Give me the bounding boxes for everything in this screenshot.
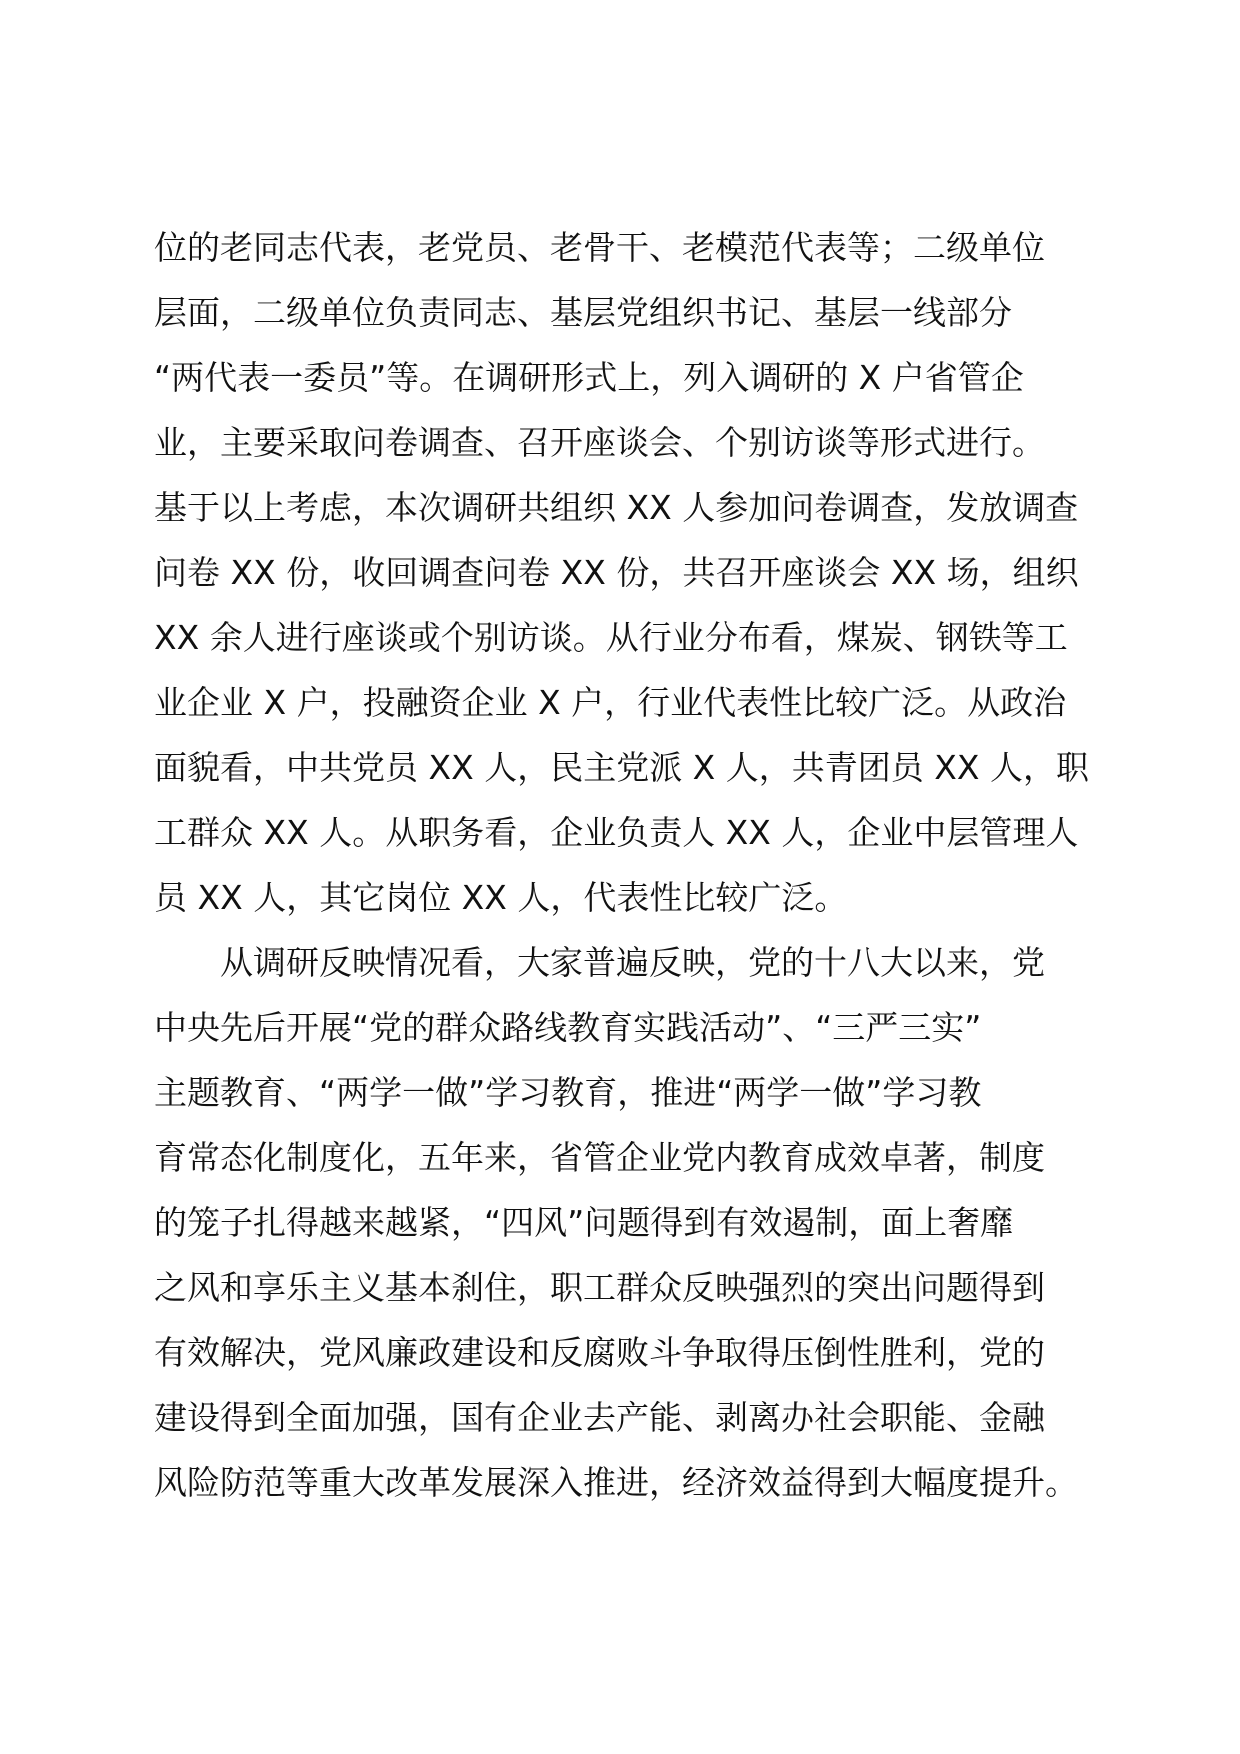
- text-line-16: 的笼子扎得越来越紧，“四风”问题得到有效遏制，面上奢靡: [154, 1203, 1014, 1242]
- text-line-3: “两代表一委员”等。在调研形式上，列入调研的 X 户省管企: [154, 358, 1024, 397]
- text-line-2: 层面，二级单位负责同志、基层党组织书记、基层一线部分: [154, 293, 1012, 332]
- text-line-17: 之风和享乐主义基本刹住，职工群众反映强烈的突出问题得到: [154, 1268, 1045, 1307]
- text-line-15: 育常态化制度化，五年来，省管企业党内教育成效卓著，制度: [154, 1138, 1045, 1177]
- text-line-18: 有效解决，党风廉政建设和反腐败斗争取得压倒性胜利，党的: [154, 1333, 1045, 1372]
- text-line-14: 主题教育、“两学一做”学习教育，推进“两学一做”学习教: [154, 1073, 982, 1112]
- text-line-10: 工群众 XX 人。从职务看，企业负责人 XX 人，企业中层管理人: [154, 813, 1079, 852]
- text-line-20: 风险防范等重大改革发展深入推进，经济效益得到大幅度提升。: [154, 1463, 1078, 1502]
- text-line-19: 建设得到全面加强，国有企业去产能、剥离办社会职能、金融: [154, 1398, 1045, 1437]
- text-line-4: 业，主要采取问卷调查、召开座谈会、个别访谈等形式进行。: [154, 423, 1045, 462]
- text-line-6: 问卷 XX 份，收回调查问卷 XX 份，共召开座谈会 XX 场，组织: [154, 553, 1079, 592]
- text-line-7: XX 余人进行座谈或个别访谈。从行业分布看，煤炭、钢铁等工: [154, 618, 1068, 657]
- text-line-8: 业企业 X 户，投融资企业 X 户，行业代表性比较广泛。从政治: [154, 683, 1067, 722]
- text-line-1: 位的老同志代表，老党员、老骨干、老模范代表等；二级单位: [154, 228, 1045, 267]
- text-line-11: 员 XX 人，其它岗位 XX 人，代表性比较广泛。: [154, 878, 848, 917]
- text-line-13: 中央先后开展“党的群众路线教育实践活动”、“三严三实”: [154, 1008, 982, 1047]
- text-line-5: 基于以上考虑，本次调研共组织 XX 人参加问卷调查，发放调查: [154, 488, 1079, 527]
- paragraph-2-first-line: 从调研反映情况看，大家普遍反映，党的十八大以来，党: [220, 943, 1045, 982]
- body-text: [154, 215, 1114, 1515]
- text-line-9: 面貌看，中共党员 XX 人，民主党派 X 人，共青团员 XX 人，职: [154, 748, 1089, 787]
